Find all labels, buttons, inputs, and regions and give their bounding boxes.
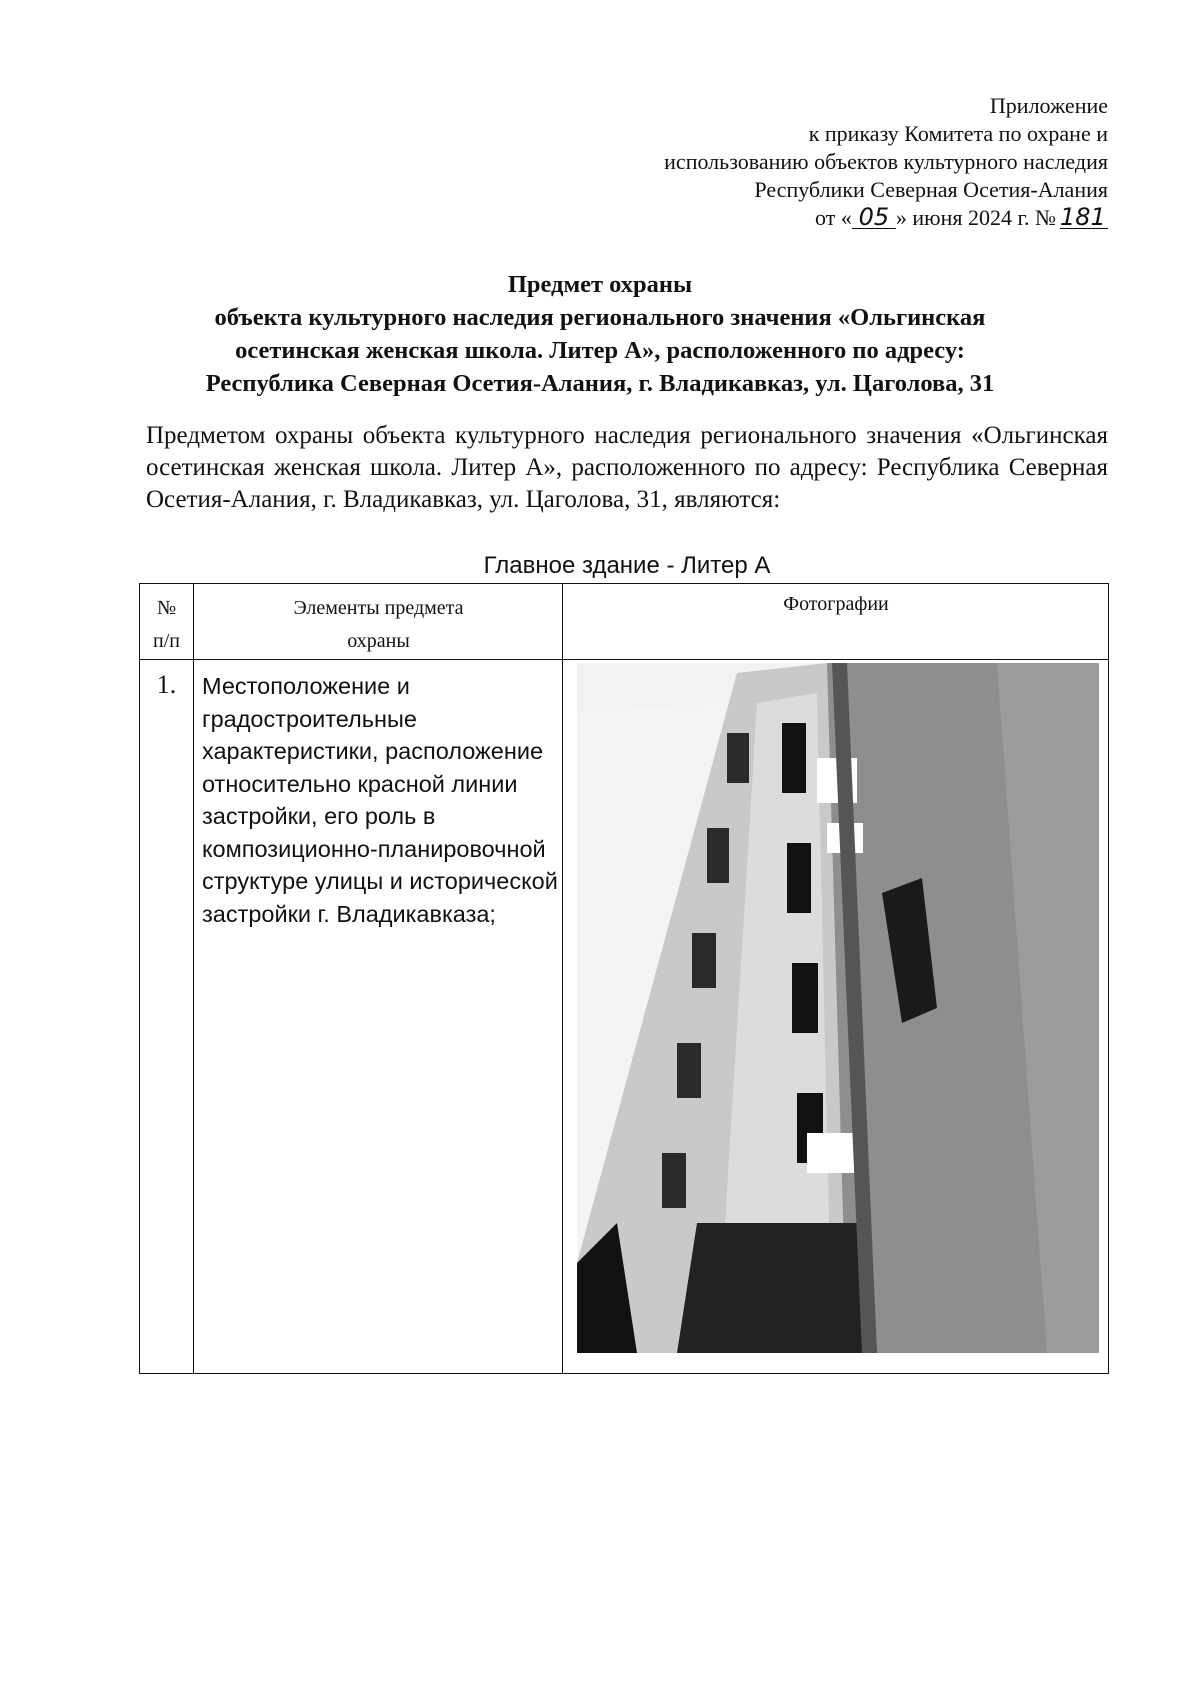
- header-num-line-1: №: [156, 597, 177, 619]
- title-line-4: Республика Северная Осетия-Алания, г. Владикавказ, ул. Цаголова, 31: [205, 370, 995, 397]
- title-line-1: Предмет охраны: [507, 271, 693, 298]
- header-photos: Фотографии: [783, 593, 889, 615]
- header-num-line-2: п/п: [153, 630, 180, 652]
- header-line-2: к приказу Комитета по охране и: [808, 121, 1108, 146]
- row-number: 1.: [156, 670, 177, 699]
- header-num: [140, 592, 193, 658]
- document-title: [60, 268, 1140, 400]
- header-elements: [195, 592, 562, 658]
- header-elements-line-2: охраны: [347, 630, 410, 652]
- building-photo: [577, 663, 1099, 1353]
- handwritten-date-day: 05: [852, 206, 896, 229]
- header-elements-line-1: Элементы предмета: [293, 597, 464, 619]
- date-prefix: от «: [815, 205, 852, 230]
- handwritten-order-number: 181: [1060, 206, 1108, 229]
- column-divider: [193, 584, 194, 1373]
- document-header: [664, 92, 1108, 232]
- header-line-4: Республики Северная Осетия-Алания: [754, 177, 1108, 202]
- protection-table: [139, 583, 1109, 1374]
- table-caption: Главное здание - Литер А: [483, 552, 771, 579]
- column-divider: [562, 584, 563, 1373]
- title-line-2: объекта культурного наследия регионального значения «Ольгинская: [214, 304, 986, 331]
- date-mid: » июня 2024 г. №: [895, 205, 1056, 230]
- header-line-3: использованию объектов культурного наследия: [664, 149, 1108, 174]
- header-divider: [140, 659, 1108, 660]
- row-element-text: Местоположение и градостроительные характеристики, расположение относительно красной линии застройки, его роль в композиционно-планировочной структуре улицы и исторической застройки г. Владикавказа;: [202, 673, 558, 927]
- title-line-3: осетинская женская школа. Литер А», расположенного по адресу:: [235, 337, 965, 364]
- header-line-1: Приложение: [989, 93, 1108, 118]
- header-date-line: [664, 204, 1108, 232]
- building-photo-image: [577, 663, 1099, 1353]
- intro-paragraph: Предметом охраны объекта культурного наследия регионального значения «Ольгинская осетинская женская школа. Литер А», расположенного по адресу: Республика Северная Осетия-Алания, г. Владикавказ, ул. Цаголова, 31, являются:: [146, 422, 1108, 513]
